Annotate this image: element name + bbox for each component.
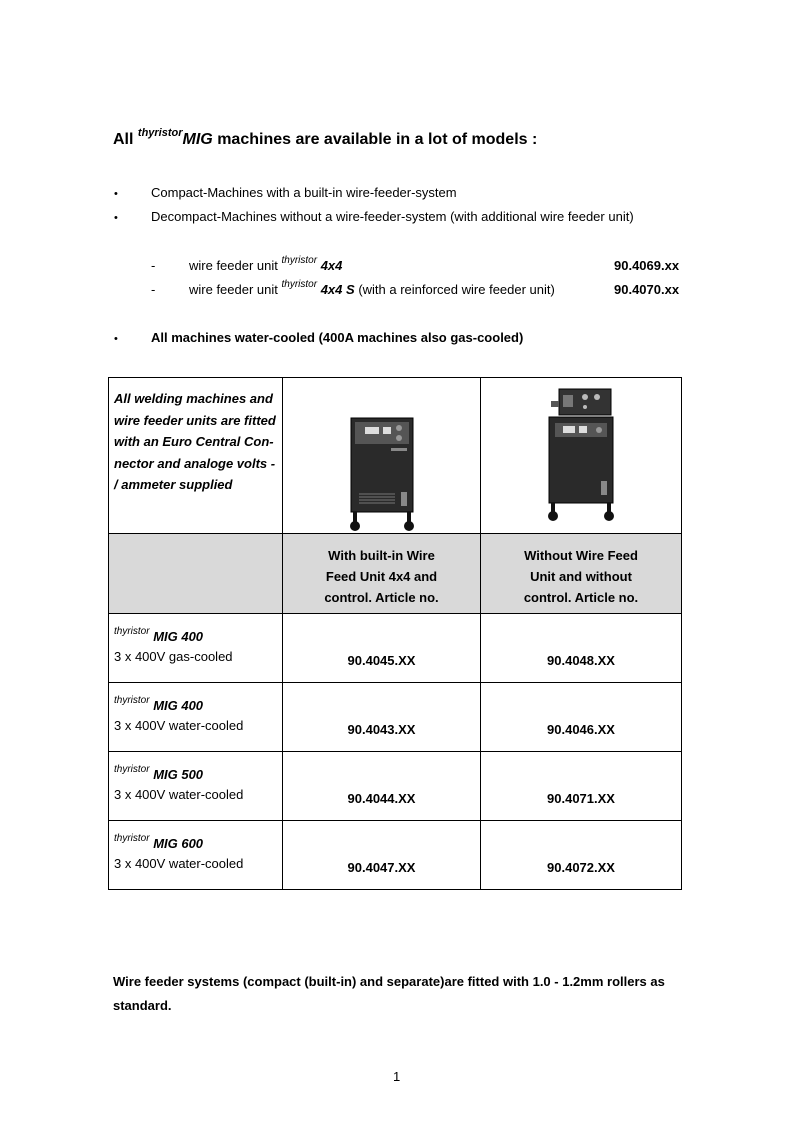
bullet-decompact: Decompact-Machines without a wire-feeder-system (with additional wire feeder unit) xyxy=(151,209,634,224)
feeder-label: wire feeder unit xyxy=(189,282,278,297)
table-row xyxy=(109,752,682,821)
model-cell xyxy=(109,821,283,890)
article-without: 90.4048.XX xyxy=(481,614,682,683)
model-spec: 3 x 400V water-cooled xyxy=(114,718,244,733)
bullet-cooling: All machines water-cooled (400A machines also gas-cooled) xyxy=(151,330,524,345)
header-builtin xyxy=(283,534,481,614)
decompact-machine-image xyxy=(545,387,617,523)
feeder-line-4x4 xyxy=(189,255,343,273)
header-line: Unit and without xyxy=(530,569,632,584)
feeder-brand: thyristor xyxy=(281,279,318,290)
model-spec: 3 x 400V gas-cooled xyxy=(114,649,233,664)
model-cell xyxy=(109,752,283,821)
compact-machine-image-cell xyxy=(283,378,481,534)
feeder-note: (with a reinforced wire feeder unit) xyxy=(358,282,555,297)
model-name: MIG 500 xyxy=(153,767,204,782)
model-cell xyxy=(109,614,283,683)
article-without: 90.4072.XX xyxy=(481,821,682,890)
table-intro: All welding machines and wire feeder units are fitted with an Euro Central Con-nector and analoge volts - / ammeter supplied xyxy=(109,378,283,534)
feeder-article: 90.4070.xx xyxy=(614,282,680,297)
model-brand: thyristor xyxy=(114,695,150,706)
article-builtin: 90.4043.XX xyxy=(283,683,481,752)
header-empty-cell xyxy=(109,534,283,614)
bullet-icon: • xyxy=(114,188,118,200)
feeder-model: 4x4 S xyxy=(320,282,355,297)
machine-table xyxy=(108,377,682,890)
model-name: MIG 400 xyxy=(153,698,204,713)
model-brand: thyristor xyxy=(114,833,150,844)
bullet-icon: • xyxy=(114,212,118,224)
table-row xyxy=(109,683,682,752)
model-name: MIG 600 xyxy=(153,836,204,851)
heading-suffix: machines are available in a lot of models : xyxy=(217,131,538,148)
bullet-compact: Compact-Machines with a built-in wire-feeder-system xyxy=(151,185,457,200)
table-row xyxy=(109,821,682,890)
model-brand: thyristor xyxy=(114,764,150,775)
feeder-brand: thyristor xyxy=(281,255,318,266)
table-header-row xyxy=(109,534,682,614)
feeder-label: wire feeder unit xyxy=(189,258,278,273)
heading-model: MIG xyxy=(182,131,213,148)
article-builtin: 90.4044.XX xyxy=(283,752,481,821)
model-name: MIG 400 xyxy=(153,629,204,644)
heading-brand: thyristor xyxy=(137,127,183,139)
header-line: control. Article no. xyxy=(523,590,639,605)
page-heading xyxy=(113,127,538,149)
feeder-dash: - xyxy=(151,258,156,273)
model-cell xyxy=(109,683,283,752)
table-image-row xyxy=(109,378,682,534)
bullet-icon: • xyxy=(114,333,118,345)
header-without xyxy=(481,534,682,614)
model-spec: 3 x 400V water-cooled xyxy=(114,856,244,871)
model-spec: 3 x 400V water-cooled xyxy=(114,787,244,802)
header-line: control. Article no. xyxy=(324,590,439,605)
feeder-line-4x4s xyxy=(189,279,555,297)
header-line: Without Wire Feed xyxy=(524,548,638,563)
header-line: With built-in Wire xyxy=(328,548,435,563)
article-without: 90.4071.XX xyxy=(481,752,682,821)
table-row xyxy=(109,614,682,683)
article-builtin: 90.4047.XX xyxy=(283,821,481,890)
feeder-article: 90.4069.xx xyxy=(614,258,680,273)
footnote: Wire feeder systems (compact (built-in) and separate)are fitted with 1.0 - 1.2mm rollers as standard. xyxy=(113,974,665,1013)
compact-machine-image xyxy=(347,416,417,532)
feeder-model: 4x4 xyxy=(320,258,343,273)
page-number: 1 xyxy=(393,1069,401,1084)
feeder-dash: - xyxy=(151,282,156,297)
article-builtin: 90.4045.XX xyxy=(283,614,481,683)
decompact-machine-image-cell xyxy=(481,378,682,534)
model-brand: thyristor xyxy=(114,626,150,637)
heading-prefix: All xyxy=(113,131,134,148)
article-without: 90.4046.XX xyxy=(481,683,682,752)
header-line: Feed Unit 4x4 and xyxy=(325,569,438,584)
